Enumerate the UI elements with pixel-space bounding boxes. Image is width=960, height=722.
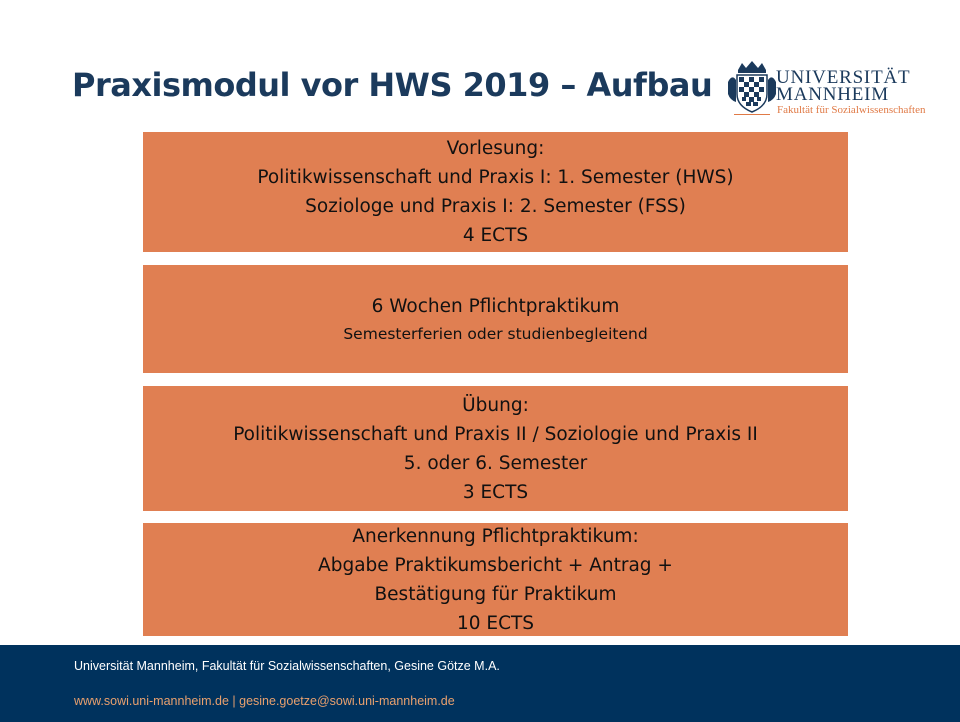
footer <box>0 645 960 722</box>
university-seal-icon <box>726 60 778 114</box>
exercise-ects: 3 ECTS <box>462 481 529 503</box>
university-logo <box>726 60 936 120</box>
recognition-line-confirmation: Bestätigung für Praktikum <box>374 583 617 605</box>
logo-faculty: Fakultät für Sozialwissenschaften <box>777 104 926 116</box>
internship-heading: 6 Wochen Pflichtpraktikum <box>371 295 620 317</box>
internship-subline: Semesterferien oder studienbegleitend <box>343 324 648 343</box>
lecture-line-political: Politikwissenschaft und Praxis I: 1. Semester (HWS) <box>257 167 734 188</box>
footer-links: www.sowi.uni-mannheim.de | gesine.goetze@sowi.uni-mannheim.de <box>74 694 455 708</box>
internship-box <box>143 265 848 373</box>
recognition-ects: 10 ECTS <box>456 612 535 634</box>
exercise-box <box>143 386 848 511</box>
exercise-heading: Übung: <box>462 394 529 416</box>
recognition-heading: Anerkennung Pflichtpraktikum: <box>352 525 639 547</box>
lecture-ects: 4 ECTS <box>462 225 529 246</box>
lecture-box <box>143 132 848 252</box>
recognition-line-report: Abgabe Praktikumsbericht + Antrag + <box>318 554 673 576</box>
logo-underline <box>734 114 770 115</box>
lecture-line-sociology: Soziologe und Praxis I: 2. Semester (FSS) <box>305 196 686 217</box>
slide-title: Praxismodul vor HWS 2019 – Aufbau <box>72 66 713 104</box>
exercise-line-courses: Politikwissenschaft und Praxis II / Soziologie und Praxis II <box>233 423 758 445</box>
logo-name-line2: MANNHEIM <box>776 84 890 105</box>
footer-credit: Universität Mannheim, Fakultät für Sozialwissenschaften, Gesine Götze M.A. <box>74 659 500 673</box>
lecture-heading: Vorlesung: <box>446 138 545 159</box>
logo-wordmark <box>776 69 910 103</box>
recognition-box <box>143 523 848 636</box>
exercise-line-semester: 5. oder 6. Semester <box>403 452 588 474</box>
logo-name-line1: UNIVERSITÄT <box>776 67 911 88</box>
